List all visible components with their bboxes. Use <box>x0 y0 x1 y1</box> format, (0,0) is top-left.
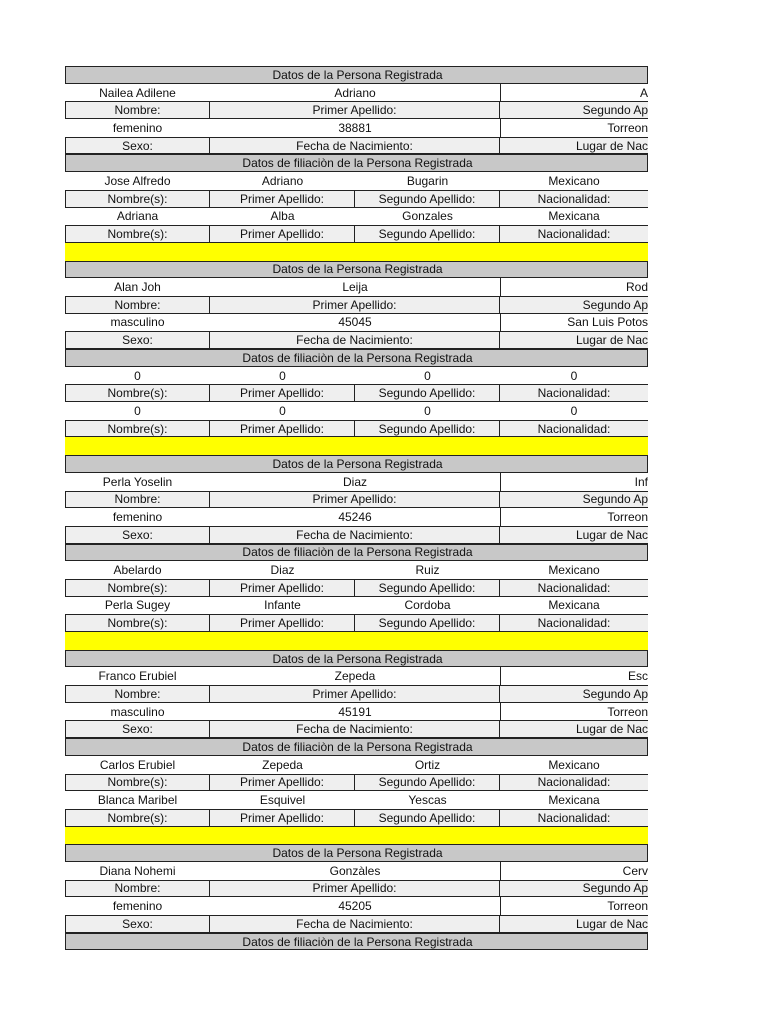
mother-label-row-0-cell-4[interactable]: Nacionalidad: <box>500 225 648 243</box>
person-detail-label-row-4-cell-2[interactable]: Fecha de Nacimiento: <box>210 915 500 933</box>
mother-label-row-1-cell-2[interactable]: Primer Apellido: <box>210 420 355 438</box>
mother-label-row-1-cell-4[interactable]: Nacionalidad: <box>500 420 648 438</box>
father-row-1-cell-4[interactable]: 0 <box>570 368 578 383</box>
father-label-row-0 <box>65 190 648 208</box>
section-header-2-text[interactable]: Datos de la Persona Registrada <box>272 456 443 471</box>
person-name-row-0-cell-1[interactable]: Nailea Adilene <box>99 85 176 100</box>
person-label-row-2-cell-1[interactable]: Nombre: <box>65 491 210 509</box>
cell-divider <box>500 667 501 685</box>
person-name-row-4-cell-1[interactable]: Diana Nohemi <box>99 863 176 878</box>
section-header-4-text[interactable]: Datos de la Persona Registrada <box>272 846 443 861</box>
person-label-row-0-cell-1[interactable]: Nombre: <box>65 101 210 119</box>
mother-row-2-cell-4[interactable]: Mexicana <box>548 598 600 613</box>
cell-divider <box>500 862 501 880</box>
person-detail-label-row-3-cell-2[interactable]: Fecha de Nacimiento: <box>210 720 500 738</box>
mother-row-0-cell-1[interactable]: Adriana <box>116 209 159 224</box>
father-label-row-3-cell-4[interactable]: Nacionalidad: <box>500 774 648 792</box>
person-name-row-1-cell-2[interactable]: Leija <box>342 280 368 295</box>
father-label-row-2 <box>65 579 648 597</box>
mother-row-2-cell-2[interactable]: Infante <box>264 598 301 613</box>
person-label-row-4-cell-1[interactable]: Nombre: <box>65 880 210 898</box>
mother-label-row-3-cell-2[interactable]: Primer Apellido: <box>210 809 355 827</box>
mother-row-1 <box>65 402 648 420</box>
filiation-header-2-text[interactable]: Datos de filiaciòn de la Persona Registrada <box>242 545 473 560</box>
mother-row-1-cell-2[interactable]: 0 <box>279 403 286 418</box>
mother-row-0-cell-2[interactable]: Alba <box>270 209 295 224</box>
father-row-2-cell-4[interactable]: Mexicano <box>548 563 600 578</box>
mother-row-1-cell-1[interactable]: 0 <box>134 403 141 418</box>
father-row-2 <box>65 561 648 579</box>
person-name-row-0 <box>65 84 648 102</box>
father-label-row-2-cell-2[interactable]: Primer Apellido: <box>210 579 355 597</box>
mother-row-3-cell-2[interactable]: Esquivel <box>259 793 306 808</box>
person-name-row-2 <box>65 473 648 491</box>
section-header-3-text[interactable]: Datos de la Persona Registrada <box>272 651 443 666</box>
mother-row-3 <box>65 791 648 809</box>
person-detail-row-0-cell-3[interactable]: Torreon <box>607 120 648 135</box>
person-detail-label-row-3 <box>65 720 648 738</box>
father-label-row-1-cell-1[interactable]: Nombre(s): <box>65 384 210 402</box>
mother-label-row-0-cell-3[interactable]: Segundo Apellido: <box>355 225 500 243</box>
person-label-row-2 <box>65 491 648 509</box>
mother-label-row-0-cell-1[interactable]: Nombre(s): <box>65 225 210 243</box>
father-row-1-cell-3[interactable]: 0 <box>424 368 431 383</box>
person-detail-label-row-3-cell-1[interactable]: Sexo: <box>65 720 210 738</box>
person-label-row-0-cell-2[interactable]: Primer Apellido: <box>210 101 500 119</box>
father-row-0-cell-3[interactable]: Bugarin <box>406 173 449 188</box>
person-name-row-3-cell-2[interactable]: Zepeda <box>334 669 376 684</box>
father-row-0 <box>65 172 648 190</box>
person-name-row-3-cell-3[interactable]: Esc <box>627 669 648 684</box>
person-detail-label-row-3-cell-3[interactable]: Lugar de Nac <box>500 720 648 738</box>
father-label-row-2-cell-1[interactable]: Nombre(s): <box>65 579 210 597</box>
mother-row-0-cell-4[interactable]: Mexicana <box>548 209 600 224</box>
person-name-row-3 <box>65 667 648 685</box>
person-name-row-2-cell-3[interactable]: Inf <box>634 474 648 489</box>
filiation-header-1 <box>65 349 648 367</box>
person-detail-label-row-1-cell-1[interactable]: Sexo: <box>65 331 210 349</box>
person-name-row-0-cell-2[interactable]: Adriano <box>334 85 376 100</box>
mother-label-row-3-cell-1[interactable]: Nombre(s): <box>65 809 210 827</box>
person-label-row-4-cell-2[interactable]: Primer Apellido: <box>210 880 500 898</box>
mother-label-row-0-cell-2[interactable]: Primer Apellido: <box>210 225 355 243</box>
father-row-1-cell-2[interactable]: 0 <box>279 368 286 383</box>
person-detail-row-4-cell-1[interactable]: femenino <box>112 899 163 914</box>
father-label-row-3-cell-1[interactable]: Nombre(s): <box>65 774 210 792</box>
mother-label-row-3-cell-3[interactable]: Segundo Apellido: <box>355 809 500 827</box>
person-detail-label-row-4-cell-1[interactable]: Sexo: <box>65 915 210 933</box>
mother-row-2 <box>65 597 648 615</box>
cell-divider <box>500 314 501 332</box>
person-name-row-1-cell-1[interactable]: Alan Joh <box>114 280 161 295</box>
mother-row-0-cell-3[interactable]: Gonzales <box>402 209 453 224</box>
section-header-0 <box>65 66 648 84</box>
person-label-row-1-cell-2[interactable]: Primer Apellido: <box>210 296 500 314</box>
section-header-2 <box>65 455 648 473</box>
person-name-row-2-cell-1[interactable]: Perla Yoselin <box>102 474 173 489</box>
mother-label-row-2 <box>65 614 648 632</box>
person-detail-row-4-cell-2[interactable]: 45205 <box>338 899 372 914</box>
person-name-row-1 <box>65 278 648 296</box>
person-label-row-3-cell-1[interactable]: Nombre: <box>65 685 210 703</box>
person-detail-label-row-2 <box>65 526 648 544</box>
father-row-3-cell-4[interactable]: Mexicano <box>548 757 600 772</box>
father-row-3-cell-3[interactable]: Ortiz <box>414 757 441 772</box>
mother-row-3-cell-1[interactable]: Blanca Maribel <box>97 793 178 808</box>
person-detail-row-3-cell-1[interactable]: masculino <box>110 704 165 719</box>
person-label-row-0 <box>65 101 648 119</box>
father-label-row-2-cell-4[interactable]: Nacionalidad: <box>500 579 648 597</box>
mother-label-row-2-cell-3[interactable]: Segundo Apellido: <box>355 614 500 632</box>
person-detail-row-1-cell-2[interactable]: 45045 <box>338 315 372 330</box>
person-detail-row-4 <box>65 897 648 915</box>
father-label-row-1-cell-4[interactable]: Nacionalidad: <box>500 384 648 402</box>
mother-label-row-2-cell-2[interactable]: Primer Apellido: <box>210 614 355 632</box>
father-row-0-cell-2[interactable]: Adriano <box>261 173 304 188</box>
filiation-header-3-text[interactable]: Datos de filiaciòn de la Persona Registrada <box>242 739 473 754</box>
father-label-row-2-cell-3[interactable]: Segundo Apellido: <box>355 579 500 597</box>
cell-divider <box>500 84 501 102</box>
person-detail-row-3-cell-2[interactable]: 45191 <box>338 704 372 719</box>
person-label-row-0-cell-3[interactable]: Segundo Ap <box>500 101 648 119</box>
person-detail-row-0-cell-2[interactable]: 38881 <box>338 120 372 135</box>
father-label-row-0-cell-1[interactable]: Nombre(s): <box>65 190 210 208</box>
separator-band-3 <box>65 827 648 845</box>
person-detail-label-row-0-cell-1[interactable]: Sexo: <box>65 137 210 155</box>
father-label-row-1 <box>65 384 648 402</box>
person-label-row-4-cell-3[interactable]: Segundo Ap <box>500 880 648 898</box>
person-detail-row-2-cell-1[interactable]: femenino <box>112 510 163 525</box>
filiation-header-4 <box>65 933 648 951</box>
section-header-1 <box>65 261 648 279</box>
mother-row-2-cell-1[interactable]: Perla Sugey <box>104 598 171 613</box>
mother-row-1-cell-4[interactable]: 0 <box>570 403 578 418</box>
person-detail-label-row-2-cell-1[interactable]: Sexo: <box>65 526 210 544</box>
father-row-1 <box>65 367 648 385</box>
cell-divider <box>500 703 501 721</box>
mother-row-0 <box>65 208 648 226</box>
person-label-row-3 <box>65 685 648 703</box>
filiation-header-0-text[interactable]: Datos de filiaciòn de la Persona Registrada <box>242 156 473 171</box>
father-row-2-cell-2[interactable]: Diaz <box>270 563 295 578</box>
father-label-row-1-cell-2[interactable]: Primer Apellido: <box>210 384 355 402</box>
person-label-row-2-cell-2[interactable]: Primer Apellido: <box>210 491 500 509</box>
filiation-header-3 <box>65 738 648 756</box>
cell-divider <box>500 119 501 137</box>
section-header-0-text[interactable]: Datos de la Persona Registrada <box>272 67 443 82</box>
father-label-row-0-cell-3[interactable]: Segundo Apellido: <box>355 190 500 208</box>
cell-divider <box>500 897 501 915</box>
mother-label-row-1-cell-1[interactable]: Nombre(s): <box>65 420 210 438</box>
person-detail-row-2 <box>65 508 648 526</box>
father-label-row-3 <box>65 774 648 792</box>
father-row-3-cell-2[interactable]: Zepeda <box>262 757 303 772</box>
father-label-row-3-cell-2[interactable]: Primer Apellido: <box>210 774 355 792</box>
filiation-header-0 <box>65 154 648 172</box>
person-name-row-3-cell-1[interactable]: Franco Erubiel <box>98 669 177 684</box>
father-row-3-cell-1[interactable]: Carlos Erubiel <box>99 757 176 772</box>
cell-divider <box>500 278 501 296</box>
father-label-row-0-cell-2[interactable]: Primer Apellido: <box>210 190 355 208</box>
mother-label-row-0 <box>65 225 648 243</box>
person-detail-label-row-2-cell-2[interactable]: Fecha de Nacimiento: <box>210 526 500 544</box>
person-detail-row-0-cell-1[interactable]: femenino <box>112 120 163 135</box>
mother-label-row-2-cell-1[interactable]: Nombre(s): <box>65 614 210 632</box>
father-row-3 <box>65 756 648 774</box>
person-name-row-2-cell-2[interactable]: Diaz <box>342 474 367 489</box>
filiation-header-1-text[interactable]: Datos de filiaciòn de la Persona Registrada <box>242 350 473 365</box>
person-detail-label-row-4 <box>65 915 648 933</box>
filiation-header-2 <box>65 544 648 562</box>
person-name-row-4-cell-3[interactable]: Cerv <box>622 863 648 878</box>
person-detail-row-1-cell-3[interactable]: San Luis Potos <box>567 315 648 330</box>
person-label-row-1-cell-1[interactable]: Nombre: <box>65 296 210 314</box>
section-header-4 <box>65 844 648 862</box>
mother-row-3-cell-3[interactable]: Yescas <box>408 793 447 808</box>
person-detail-label-row-4-cell-3[interactable]: Lugar de Nac <box>500 915 648 933</box>
separator-band-2 <box>65 632 648 650</box>
person-detail-label-row-0-cell-3[interactable]: Lugar de Nac <box>500 137 648 155</box>
mother-label-row-2-cell-4[interactable]: Nacionalidad: <box>500 614 648 632</box>
section-header-3 <box>65 650 648 668</box>
separator-band-1 <box>65 437 648 455</box>
person-detail-label-row-1 <box>65 331 648 349</box>
mother-row-3-cell-4[interactable]: Mexicana <box>548 793 600 808</box>
mother-label-row-1-cell-3[interactable]: Segundo Apellido: <box>355 420 500 438</box>
person-detail-row-4-cell-3[interactable]: Torreon <box>607 899 648 914</box>
father-label-row-1-cell-3[interactable]: Segundo Apellido: <box>355 384 500 402</box>
person-detail-row-1 <box>65 314 648 332</box>
person-detail-label-row-1-cell-2[interactable]: Fecha de Nacimiento: <box>210 331 500 349</box>
person-detail-row-0 <box>65 119 648 137</box>
person-detail-row-2-cell-2[interactable]: 45246 <box>338 510 372 525</box>
father-label-row-0-cell-4[interactable]: Nacionalidad: <box>500 190 648 208</box>
person-name-row-4-cell-2[interactable]: Gonzàles <box>329 863 381 878</box>
person-detail-row-3 <box>65 703 648 721</box>
father-row-0-cell-4[interactable]: Mexicano <box>548 173 600 188</box>
father-row-1-cell-1[interactable]: 0 <box>134 368 141 383</box>
person-label-row-3-cell-3[interactable]: Segundo Ap <box>500 685 648 703</box>
person-detail-label-row-0 <box>65 137 648 155</box>
person-label-row-2-cell-3[interactable]: Segundo Ap <box>500 491 648 509</box>
father-label-row-3-cell-3[interactable]: Segundo Apellido: <box>355 774 500 792</box>
person-detail-row-1-cell-1[interactable]: masculino <box>110 315 165 330</box>
person-detail-label-row-2-cell-3[interactable]: Lugar de Nac <box>500 526 648 544</box>
cell-divider <box>500 473 501 491</box>
separator-band-0 <box>65 243 648 261</box>
person-name-row-0-cell-3[interactable]: A <box>639 85 648 100</box>
person-label-row-4 <box>65 880 648 898</box>
person-name-row-1-cell-3[interactable]: Rod <box>625 280 648 295</box>
mother-label-row-1 <box>65 420 648 438</box>
mother-label-row-3-cell-4[interactable]: Nacionalidad: <box>500 809 648 827</box>
section-header-1-text[interactable]: Datos de la Persona Registrada <box>272 262 443 277</box>
person-label-row-3-cell-2[interactable]: Primer Apellido: <box>210 685 500 703</box>
person-detail-label-row-1-cell-3[interactable]: Lugar de Nac <box>500 331 648 349</box>
cell-divider <box>500 508 501 526</box>
spreadsheet <box>65 66 648 950</box>
person-detail-row-2-cell-3[interactable]: Torreon <box>607 510 648 525</box>
father-row-0-cell-1[interactable]: Jose Alfredo <box>104 173 171 188</box>
person-name-row-4 <box>65 862 648 880</box>
filiation-header-4-text[interactable]: Datos de filiaciòn de la Persona Registrada <box>242 934 473 949</box>
person-label-row-1-cell-3[interactable]: Segundo Ap <box>500 296 648 314</box>
person-detail-label-row-0-cell-2[interactable]: Fecha de Nacimiento: <box>210 137 500 155</box>
person-label-row-1 <box>65 296 648 314</box>
father-row-2-cell-1[interactable]: Abelardo <box>113 563 162 578</box>
mother-label-row-3 <box>65 809 648 827</box>
mother-row-2-cell-3[interactable]: Cordoba <box>404 598 451 613</box>
father-row-2-cell-3[interactable]: Ruiz <box>415 563 440 578</box>
person-detail-row-3-cell-3[interactable]: Torreon <box>607 704 648 719</box>
mother-row-1-cell-3[interactable]: 0 <box>424 403 431 418</box>
